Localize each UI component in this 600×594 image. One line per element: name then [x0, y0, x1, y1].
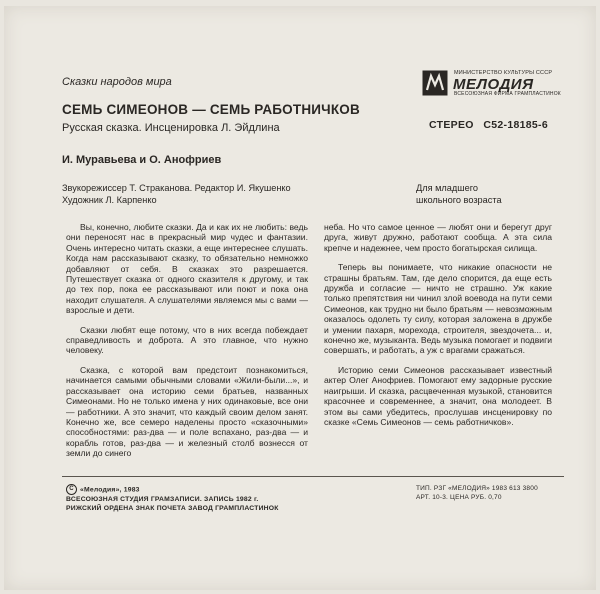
annotation-paragraph: Теперь вы понимаете, что никакие опасности не страшны братьям. Там, где дело спорится, да еще есть дружба и согласие — ничто не страшно. Уж какие только препятствия ни чинил злой воевода на пути семи Симеонов, как трудно ни было братьям — невозможным оказалось одолеть ту силу, которая заложена в дружбе и умении пахаря, морехода, строителя, звездочета... и, конечно же, музыканта. Ведь музыка помогает и подвиги совершать, и работать, а уж с врагами сражаться. [324, 262, 553, 356]
logo-sub-text: ВСЕСОЮЗНАЯ ФИРМА ГРАМПЛАСТИНОК [454, 91, 561, 97]
annotation-column-right [324, 222, 552, 436]
factory-line: РИЖСКИЙ ОРДЕНА ЗНАК ПОЧЕТА ЗАВОД ГРАМПЛАСТИНОК [66, 505, 279, 512]
footer-publisher [66, 484, 279, 513]
credits [62, 182, 291, 206]
annotation-paragraph: неба. Но что самое ценное — любят они и берегут друг друга, живут дружно, работают сообща. А эта сила крепче и надежнее, чем просто богатырская силища. [324, 222, 552, 253]
audience-line: Для младшего [416, 183, 478, 193]
performers: И. Муравьева и О. Анофриев [62, 154, 222, 166]
catalog-number: СТЕРЕО С52-18185-6 [429, 119, 548, 131]
record-sleeve-back [4, 6, 596, 590]
logo-name-text: МЕЛОДИЯ [453, 76, 534, 93]
credits-line: Звукорежиссер Т. Страканова. Редактор И. Якушенко [62, 183, 291, 193]
annotation-column-left [66, 222, 308, 468]
audience-line: школьного возраста [416, 195, 502, 205]
copyright-line: С «Мелодия», 1983 [66, 484, 279, 495]
audience-note [416, 182, 502, 206]
melodiya-logo [422, 70, 572, 96]
studio-line: ВСЕСОЮЗНАЯ СТУДИЯ ГРАМЗАПИСИ. ЗАПИСЬ 1982 г. [66, 496, 259, 503]
copyright-icon: С [66, 484, 77, 495]
credits-line: Художник Л. Карпенко [62, 195, 157, 205]
print-line: ТИП. РЗГ «МЕЛОДИЯ» 1983 613 3800 [416, 485, 538, 492]
annotation-paragraph: Вы, конечно, любите сказки. Да и как их не любить: ведь они переносят нас в прекрасный мир чудес и фантазии. Очень интересно читать сказки, а еще интереснее слушать. Когда нам рассказывают сказку, то обязательно немножко добавляют от себя. В сказках это разрешается. Путешествует сказка от одного сказителя к другому, и так до тех пор, пока ее рассказывают или поют и пока она находит слушателя. А слушателями являемся мы с вами — взрослые и дети. [66, 222, 308, 316]
footer-divider [62, 476, 564, 477]
annotation-paragraph: Историю семи Симеонов рассказывает известный актер Олег Анофриев. Помогают ему задорные русские наигрыши. И сказка, расцвеченная музыкой, становится красочнее и современнее, а значит, она молодеет. В этом вы сами убедитесь, прослушав инсценировку по сказке «Семь Симеонов — семь работничков». [324, 364, 552, 427]
logo-ministry-text: МИНИСТЕРСТВО КУЛЬТУРЫ СССР [454, 70, 553, 76]
annotation-paragraph: Сказка, с которой вам предстоит познакомиться, начинается самыми обычными словами «Жили-были...», и рассказывает она историю семи братьев, названных Симеонами. Но не только имена у них одинаковые, все они — работники. А это значит, что каждый своим делом занят. Конечно же, все семеро наделены просто «сказочными» способностями: раз-два — и поле вспахано, раз-два — и корабль готов, раз-два — и железный столб вознесся от земли до синего [66, 364, 308, 459]
album-subtitle: Русская сказка. Инсценировка Л. Эйдлина [62, 122, 280, 134]
series-title: Сказки народов мира [62, 76, 172, 88]
footer-print-info [416, 484, 538, 502]
melodiya-logo-icon [422, 70, 448, 96]
price-line: АРТ. 10-3. ЦЕНА РУБ. 0,70 [416, 494, 502, 501]
annotation-paragraph: Сказки любят еще потому, что в них всегда побеждает справедливость и доброта. А это главное, что нужно человеку. [66, 324, 308, 356]
album-title: СЕМЬ СИМЕОНОВ — СЕМЬ РАБОТНИЧКОВ [62, 102, 360, 117]
